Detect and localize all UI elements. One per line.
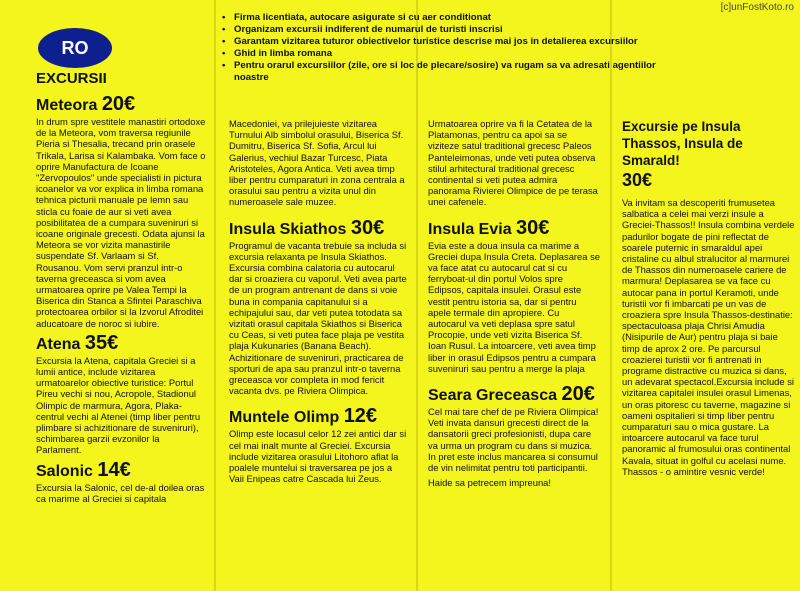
- seara-name: Seara Greceasca: [428, 387, 557, 405]
- thassos-description: Va invitam sa descoperiti frumusetea salbatica a celei mai verzi insule a Greciei-Thassos!! Insula combina verdele padurilor bogate de pini reflectat de soarele puternic in smaraldul apei cristaline cu albul stralucitor al marmurei de Thassos din numeroasele cariere de marmura! Deplasarea se va face cu autocar pana in portul Keramoti, unde turistii vor fi imbarcati pe un vas de croaziera spre Insula Thassos-destinatie: spectaculoasa plaja Chrisi Amudia (Nisipurile de Aur) pentru plaja si baie timp de aprox 2 ore. Pe parcursul croazierei turistii vor fi antrenati in programe distractive cu muzica si dans, un adevarat spectacol.Excursia include si vizitarea capitalei insulei orasul Limenas, un oras pitoresc cu taverne, magazine si oameni ospitalieri si timp liber pentru cumparaturi sau o mica gustare. La intoarcere autocarul va face turul panoramic al frumosului oras continental Kavala, situat in golful cu acelasi nume. Thassos - o amintire vesnic verde!: [622, 197, 795, 477]
- salonic-description-cont: Macedoniei, va prilejuieste vizitarea Turnului Alb simbolul orasului, Biserica Sf. Dumitru, Biserica Sf. Sofia, Arcul lui Galerius, vechiul Bazar Turcesc, Piata Aristoteles, Agora Antica. Veti avea timp liber pentru cumparaturi in zona centrala a orasului sau pentru a vizita unul din numeroasele sale muzee.: [229, 118, 405, 208]
- ro-badge: RO: [38, 28, 112, 68]
- fold-line-3: [610, 0, 612, 591]
- feature-item: • Firma licentiata, autocare asigurate si cu aer conditionat: [222, 12, 682, 24]
- meteora-name: Meteora: [36, 97, 98, 114]
- column-4: [622, 118, 796, 481]
- atena-name: Atena: [36, 335, 81, 353]
- fold-line-1: [214, 0, 216, 591]
- olimp-description: Olimp este locasul celor 12 zei antici dar si cel mai inalt munte al Greciei. Excursia include vizitarea orasului Litohoro aflat la poalele muntelui si traversarea pe jos a Vaii Enipeas catre Cascada lui Zeus.: [229, 428, 407, 485]
- evia-price: 30€: [516, 216, 550, 239]
- olimp-price: 12€: [343, 405, 378, 428]
- atena-heading: [36, 333, 206, 355]
- salonic-heading: [36, 460, 206, 482]
- meteora-description: In drum spre vestitele manastiri ortodoxe de la Meteora, vom traversa regiunile Pieria si Thesalia, trecand prin orasele Trikala, Larisa si Kalambaka. Vom face o oprire Manufactura de Icoane "Zervopoulos" unde specialisti in pictura icoanelor va vor explica in limba romana tehnica picturii manuale pe lemn sau sticla cu foaie de aur si veti avea posibilitatea de a cumpara suveniruri si icoane originale grecesti. Odata ajunsi la Meteora se vor vizita manastirile suspendate Sf. Varlaam si Sf. Rousanou. Vom servi pranzul intr-o taverna greceasca si vom avea urmatoarea oprire pe Valea Tempi la Biserica din Stanca a Sfintei Paraschiva protectoarea orbilor si la Izvorul Afroditei aducatoare de noroc si iubire.: [36, 116, 206, 329]
- thassos-name: Excursie pe Insula Thassos, Insula de Smarald!: [622, 119, 743, 168]
- seara-description: Cel mai tare chef de pe Riviera Olimpica! Veti invata dansuri grecesti direct de la dansatorii greci profesionisti, dupa care va urma un program cu dans si muzica. In pret este inclus mancarea si consumul de vin nelimitat pentru toti participantii.: [428, 406, 599, 474]
- column-3: [428, 118, 600, 492]
- salonic-description: Excursia la Salonic, cel de-al doilea oras ca marime al Greciei si capitala: [36, 481, 205, 504]
- feature-item: • Garantam vizitarea tuturor obiectivelor turistice descrise mai jos in detalierea excursiilor: [222, 36, 682, 48]
- atena-price: 35€: [84, 331, 119, 354]
- atena-description: Excursia la Atena, capitala Greciei si a lumii antice, include vizitarea urmatoarelor obiective turistice: Portul Pireu vechi si nou, Acropole, Stadionul Olimpic de marmura, Agora, Plaka-centrul vechi al Atenei (timp liber pentru plimbare si achizitionare de suveniruri), schimbarea garzii evzonilor la Parlament.: [36, 354, 201, 456]
- salonic-price: 14€: [97, 458, 131, 481]
- olimp-name: Muntele Olimp: [229, 409, 340, 427]
- meteora-heading: [36, 94, 206, 116]
- olimp-heading: [229, 406, 407, 428]
- column-2: [229, 118, 407, 488]
- feature-item: • Organizam excursii indiferent de numarul de turisti inscrisi: [222, 24, 682, 36]
- skiathos-name: Insula Skiathos: [229, 220, 347, 238]
- skiathos-heading: [229, 218, 407, 240]
- skiathos-description: Programul de vacanta trebuie sa includa si excursia relaxanta pe Insula Skiathos. Excursia combina calatoria cu autocarul dar si croaziera cu vaporul. Veti avea parte de un program antrenant de dans si voie buna in compania capitanului si a echipajului sau, dar veti putea totodata sa vizitati orasul capitala Skiathos si Biserica cu Ceas, si veti putea face plaja pe vestita plaja Kukunaries (Banana Beach). Achizitionare de suveniruri, practicarea de sporturi de apa sau pranzul intr-o taverna greceasca vor completa in mod fericit vacanta dvs. pe Riviera Olimpica.: [229, 239, 407, 397]
- thassos-price: 30€: [622, 170, 653, 190]
- section-title: EXCURSII: [36, 70, 107, 87]
- feature-item: • Ghid in limba romana: [222, 48, 682, 60]
- salonic-name: Salonic: [36, 462, 93, 480]
- skiathos-price: 30€: [350, 216, 385, 239]
- thassos-heading: [622, 118, 796, 191]
- meteora-price: 20€: [101, 93, 136, 115]
- seara-heading: [428, 384, 600, 406]
- features-list: [222, 12, 682, 84]
- evia-name: Insula Evia: [428, 220, 512, 238]
- fold-line-2: [416, 0, 418, 591]
- watermark: [c]unFostKoto.ro: [720, 2, 794, 13]
- olimp-description-cont: Urmatoarea oprire va fi la Cetatea de la Platamonas, pentru ca apoi sa se viziteze satul traditional grecesc Paleos Panteleimonas, unde veti putea observa stilul arhitectural traditional grecesc continental si veti putea admira panorama Rivierei Olimpice de pe terasa unei cafenele.: [428, 118, 598, 208]
- evia-heading: [428, 218, 600, 240]
- feature-item: • Pentru orarul excursiilor (zile, ore si loc de plecare/sosire) va rugam sa va adresati agentiilor noastre: [222, 60, 682, 84]
- seara-closing: Haide sa petrecem impreuna!: [428, 477, 551, 489]
- column-1: [36, 94, 206, 508]
- seara-price: 20€: [561, 383, 595, 406]
- evia-description: Evia este a doua insula ca marime a Greciei dupa Insula Creta. Deplasarea se va face atat cu autocarul cat si cu ferryboat-ul din portul Volos spre Edipsos, capitala insulei. Orasul este vestit pentru istoria sa, dar si pentru apele termale din apropiere. Cu autocarul va veti deplasa spre satul Procopie, unde veti vizita Biserica Sf. Ioan Rusul. La intoarcere, veti avea timp liber in orasul Edipsos pentru a cumpara suveniruri sau pentru a merge la plaja: [428, 239, 600, 374]
